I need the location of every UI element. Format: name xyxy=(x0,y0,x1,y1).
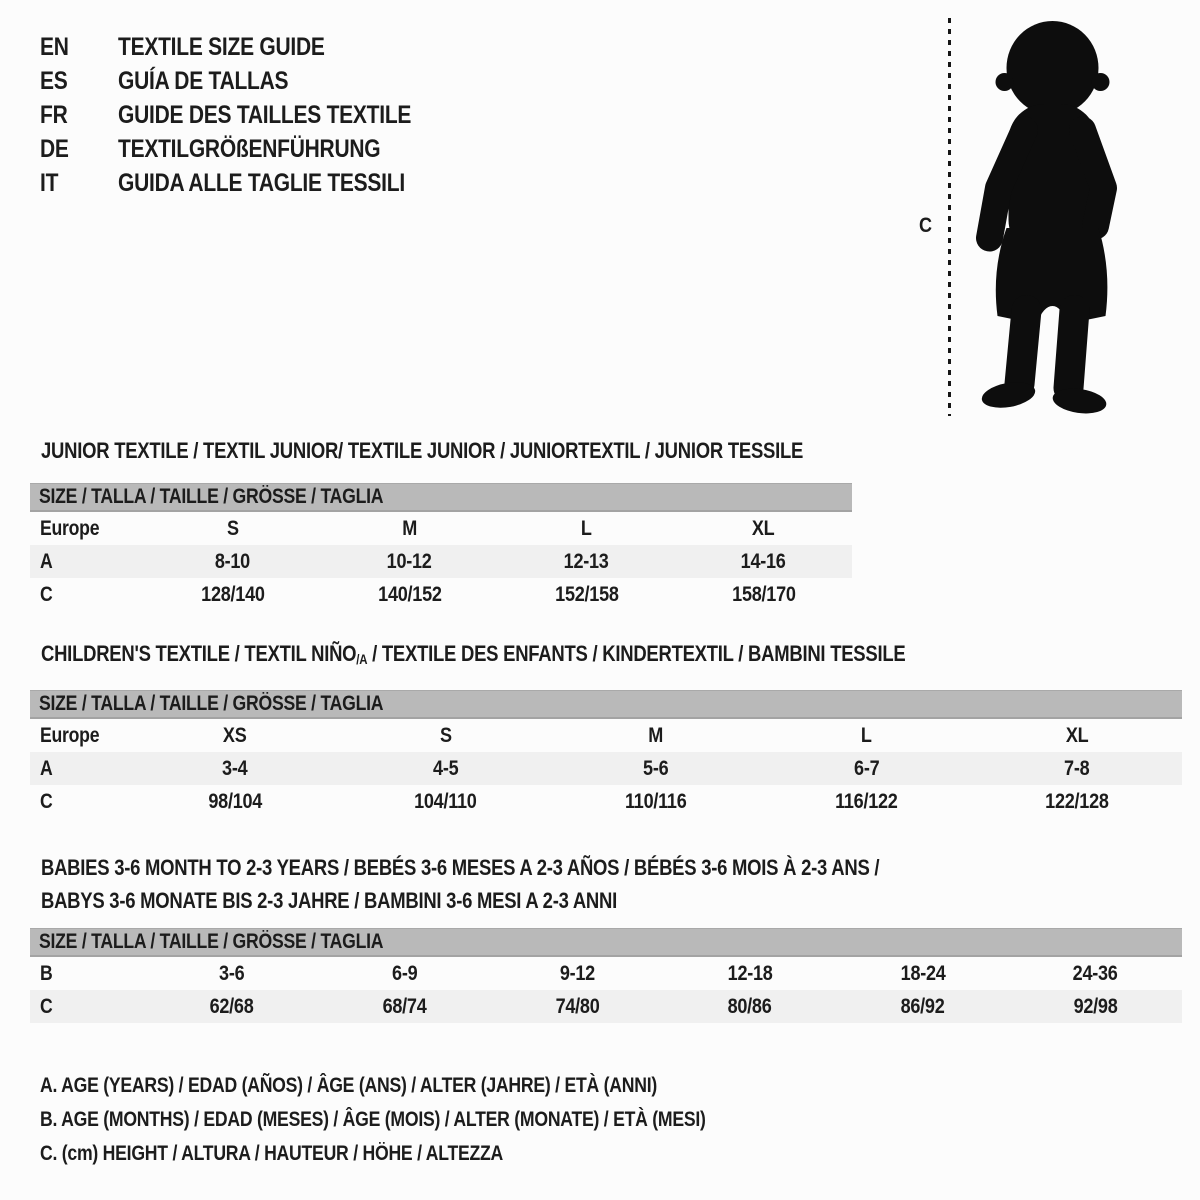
cell-text: 10-12 xyxy=(387,549,432,573)
babies-section-title xyxy=(41,851,1039,917)
children-section-title-text xyxy=(41,641,905,667)
cell-text: 122/128 xyxy=(1045,789,1109,813)
table-size-header xyxy=(30,483,852,512)
cell-text: 4-5 xyxy=(432,756,459,780)
language-row xyxy=(40,30,467,64)
cell-text: XL xyxy=(752,516,775,540)
title-suffix: / TEXTILE DES ENFANTS / KINDERTEXTIL / BAMBINI TESSILE xyxy=(367,641,906,666)
table-cell-label xyxy=(30,517,144,541)
cell-text: S xyxy=(439,723,452,747)
cell-text: C xyxy=(40,994,53,1018)
cell-text: 152/158 xyxy=(554,582,619,606)
table-cell-value xyxy=(551,790,761,814)
measure-label-c xyxy=(910,214,940,238)
table-cell-value xyxy=(761,724,971,748)
table-size-header xyxy=(30,690,1182,719)
table-cell-value xyxy=(498,550,675,574)
table-cell-value xyxy=(491,995,664,1019)
cell-text: 5-6 xyxy=(643,756,669,780)
cell-text: 98/104 xyxy=(208,789,263,813)
language-code: IT xyxy=(40,168,59,197)
table-cell-value xyxy=(836,995,1009,1019)
table-size-header-text: SIZE / TALLA / TAILLE / GRÖSSE / TAGLIA xyxy=(39,930,384,953)
table-cell-value xyxy=(836,962,1009,986)
cell-text: 62/68 xyxy=(209,994,254,1018)
cell-text: 92/98 xyxy=(1073,994,1118,1018)
cell-text: S xyxy=(226,516,239,540)
table-cell-value xyxy=(761,757,971,781)
table-cell-value xyxy=(145,995,318,1019)
junior-section-title-text: JUNIOR TEXTILE / TEXTIL JUNIOR/ TEXTILE JUNIOR / JUNIORTEXTIL / JUNIOR TESSILE xyxy=(41,438,804,463)
table-cell-label xyxy=(30,583,144,607)
language-title: GUIDA ALLE TAGLIE TESSILI xyxy=(118,168,405,197)
language-header xyxy=(40,30,467,200)
table-row-a xyxy=(30,752,1182,785)
table-cell-label xyxy=(30,724,130,748)
cell-text: 140/152 xyxy=(377,582,442,606)
cell-text: 128/140 xyxy=(200,582,265,606)
table-row-c xyxy=(30,785,1182,818)
legend-line-a-text: A. AGE (YEARS) / EDAD (AÑOS) / ÂGE (ANS) / ALTER (JAHRE) / ETÀ (ANNI) xyxy=(40,1074,658,1097)
cell-text: 18-24 xyxy=(900,961,946,985)
cell-text: Europe xyxy=(40,723,100,747)
table-cell-value xyxy=(663,995,836,1019)
table-cell-value xyxy=(551,757,761,781)
table-cell-value xyxy=(1009,962,1182,986)
title-subscript: /A xyxy=(356,652,368,667)
cell-text: C xyxy=(40,789,53,813)
cell-text: 3-6 xyxy=(218,961,245,985)
legend-line-c-text: C. (cm) HEIGHT / ALTURA / HAUTEUR / HÖHE / ALTEZZA xyxy=(40,1142,504,1165)
cell-text: 116/122 xyxy=(835,789,898,813)
cell-text: Europe xyxy=(40,516,100,540)
measure-legend xyxy=(40,1069,832,1171)
language-code: DE xyxy=(40,134,69,163)
cell-text: 158/170 xyxy=(731,582,796,606)
table-size-header-text: SIZE / TALLA / TAILLE / GRÖSSE / TAGLIA xyxy=(39,692,384,715)
cell-text: 6-7 xyxy=(853,756,880,780)
cell-text: 8-10 xyxy=(214,549,251,573)
table-row-a xyxy=(30,545,852,578)
language-title: TEXTILE SIZE GUIDE xyxy=(118,32,325,61)
cell-text: 24-36 xyxy=(1073,961,1119,985)
legend-line-a xyxy=(40,1069,832,1103)
children-section-title xyxy=(41,641,1070,667)
language-title: GUIDE DES TAILLES TEXTILE xyxy=(118,100,412,129)
table-cell-label xyxy=(30,550,144,574)
cell-text: 7-8 xyxy=(1064,756,1090,780)
table-cell-value xyxy=(130,790,340,814)
cell-text: B xyxy=(40,961,53,985)
language-title: GUÍA DE TALLAS xyxy=(118,66,289,95)
table-row-europe xyxy=(30,512,852,545)
cell-text: A xyxy=(40,549,53,573)
language-row xyxy=(40,98,467,132)
table-cell-value xyxy=(972,757,1182,781)
table-cell-value xyxy=(340,757,550,781)
table-cell-value xyxy=(144,517,321,541)
measure-label-c-text: C xyxy=(918,214,932,237)
table-cell-label xyxy=(30,995,145,1019)
legend-line-c xyxy=(40,1137,832,1171)
cell-text: XS xyxy=(223,723,247,747)
cell-text: 110/116 xyxy=(625,789,687,813)
cell-text: 104/110 xyxy=(414,789,477,813)
junior-section-title xyxy=(41,438,948,464)
table-cell-value xyxy=(340,790,550,814)
babies-section-title-line1: BABIES 3-6 MONTH TO 2-3 YEARS / BEBÉS 3-6 MESES A 2-3 AÑOS / BÉBÉS 3-6 MOIS À 2-3 ANS / xyxy=(41,855,880,880)
babies-size-table xyxy=(30,928,1182,1023)
table-cell-value xyxy=(675,550,852,574)
language-title: TEXTILGRÖßENFÜHRUNG xyxy=(118,134,381,163)
cell-text: 74/80 xyxy=(555,994,600,1018)
cell-text: 12-18 xyxy=(727,961,773,985)
table-size-header xyxy=(30,928,1182,957)
table-cell-value xyxy=(498,583,675,607)
toddler-silhouette-icon xyxy=(962,18,1138,418)
height-measure-dashed-line xyxy=(948,18,951,416)
language-code: FR xyxy=(40,100,68,129)
table-cell-value xyxy=(321,550,498,574)
cell-text: 9-12 xyxy=(559,961,595,985)
cell-text: 12-13 xyxy=(564,549,609,573)
table-cell-value xyxy=(340,724,550,748)
table-cell-value xyxy=(321,517,498,541)
table-cell-value xyxy=(321,583,498,607)
table-row-c xyxy=(30,990,1182,1023)
cell-text: XL xyxy=(1065,723,1089,747)
title-prefix: CHILDREN'S TEXTILE / TEXTIL NIÑO xyxy=(41,641,357,666)
table-cell-label xyxy=(30,962,145,986)
table-cell-value xyxy=(551,724,761,748)
language-code: EN xyxy=(40,32,69,61)
language-row xyxy=(40,132,467,166)
table-cell-value xyxy=(761,790,971,814)
babies-section-title-line2: BABYS 3-6 MONATE BIS 2-3 JAHRE / BAMBINI 3-6 MESI A 2-3 ANNI xyxy=(41,888,617,913)
table-size-header-text: SIZE / TALLA / TAILLE / GRÖSSE / TAGLIA xyxy=(39,485,384,508)
table-cell-value xyxy=(1009,995,1182,1019)
table-cell-value xyxy=(145,962,318,986)
cell-text: C xyxy=(40,582,53,606)
cell-text: L xyxy=(861,723,872,747)
table-row-europe xyxy=(30,719,1182,752)
children-size-table xyxy=(30,690,1182,818)
table-cell-value xyxy=(318,962,491,986)
table-cell-value xyxy=(498,517,675,541)
table-cell-value xyxy=(675,583,852,607)
cell-text: L xyxy=(581,516,592,540)
table-cell-value xyxy=(972,724,1182,748)
table-cell-value xyxy=(144,583,321,607)
legend-line-b-text: B. AGE (MONTHS) / EDAD (MESES) / ÂGE (MOIS) / ALTER (MONATE) / ETÀ (MESI) xyxy=(40,1108,706,1131)
cell-text: 86/92 xyxy=(900,994,945,1018)
junior-size-table xyxy=(30,483,852,611)
table-cell-value xyxy=(144,550,321,574)
table-row-c xyxy=(30,578,852,611)
cell-text: 14-16 xyxy=(741,549,786,573)
cell-text: M xyxy=(648,723,664,747)
cell-text: A xyxy=(40,756,53,780)
table-cell-label xyxy=(30,790,130,814)
table-cell-value xyxy=(130,724,340,748)
language-code: ES xyxy=(40,66,68,95)
table-cell-value xyxy=(675,517,852,541)
legend-line-b xyxy=(40,1103,832,1137)
language-row xyxy=(40,64,467,98)
table-cell-label xyxy=(30,757,130,781)
cell-text: 68/74 xyxy=(382,994,427,1018)
table-cell-value xyxy=(972,790,1182,814)
cell-text: 80/86 xyxy=(727,994,772,1018)
table-cell-value xyxy=(130,757,340,781)
table-cell-value xyxy=(318,995,491,1019)
table-cell-value xyxy=(491,962,664,986)
table-row-b xyxy=(30,957,1182,990)
table-cell-value xyxy=(663,962,836,986)
cell-text: M xyxy=(402,516,417,540)
cell-text: 6-9 xyxy=(391,961,417,985)
language-row xyxy=(40,166,467,200)
cell-text: 3-4 xyxy=(222,756,248,780)
